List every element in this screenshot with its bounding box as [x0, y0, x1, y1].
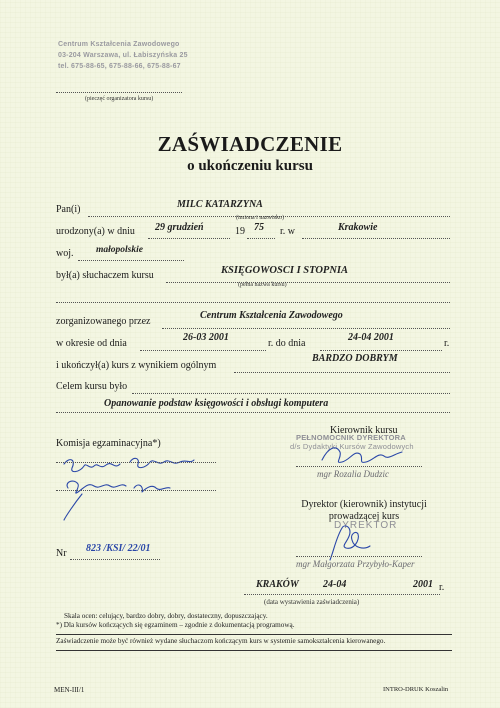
document-title: ZAŚWIADCZENIE	[157, 132, 343, 156]
course-line-2	[56, 302, 450, 303]
course-caption: (pełna nazwa kursu)	[238, 282, 287, 288]
voivodeship-label: woj.	[56, 248, 74, 259]
year-line	[247, 238, 275, 239]
commission-line-1	[56, 462, 216, 463]
note-scale: Skala ocen: celujący, bardzo dobry, dobry, dostateczny, dopuszczający.	[64, 612, 268, 620]
form-code: MEN-III/1	[54, 686, 85, 694]
born-line	[148, 238, 230, 239]
period-to-line	[320, 350, 442, 351]
name-value: MILC KATARZYNA	[177, 199, 263, 210]
goal-line-2	[56, 412, 450, 413]
result-line	[234, 372, 450, 373]
printer-name: INTRO-DRUK Koszalin	[383, 686, 449, 693]
manager-title: Kierownik kursu	[330, 425, 398, 436]
period-to: 24-04 2001	[348, 332, 394, 343]
birthplace: Krakowie	[338, 222, 378, 233]
participant-label: był(a) słuchaczem kursu	[56, 270, 154, 281]
stamp-dotted-line	[56, 92, 182, 93]
stamp-caption: (pieczęć organizatora kursu)	[85, 96, 154, 102]
issue-line	[244, 594, 440, 595]
year-value: 75	[254, 222, 264, 233]
voivodeship-line	[78, 260, 184, 261]
note-self-study: Zaświadczenie może być również wydane słuchaczom kończącym kurs w systemie samokształcenia kierowanego.	[56, 637, 386, 645]
number-value: 823 /KSI/ 22/01	[86, 543, 151, 554]
number-line	[70, 559, 160, 560]
manager-stamp-line2: d/s Dydaktyki Kursów Zawodowych	[290, 442, 414, 451]
organizer-line	[162, 328, 450, 329]
issue-date: 24-04	[323, 579, 347, 590]
number-label: Nr	[56, 548, 67, 559]
name-label: Pan(i)	[56, 204, 81, 215]
director-title-line1: Dyrektor (kierownik) instytucji	[301, 499, 427, 510]
period-to-label: r. do dnia	[268, 338, 306, 349]
result-value: BARDZO DOBRYM	[312, 353, 398, 364]
goal-label: Celem kursu było	[56, 381, 128, 392]
director-line	[296, 556, 422, 557]
issue-suffix: r.	[439, 582, 445, 593]
voivodeship-value: małopolskie	[96, 245, 143, 255]
issue-caption: (data wystawienia zaświadczenia)	[264, 598, 360, 606]
issue-place: KRAKÓW	[256, 579, 299, 590]
director-signature	[320, 520, 380, 564]
born-label: urodzony(a) w dniu	[56, 226, 135, 237]
commission-line-2	[56, 490, 216, 491]
manager-name: mgr Rozalia Dudzic	[317, 469, 389, 479]
organizer-value: Centrum Kształcenia Zawodowego	[200, 310, 343, 321]
birthplace-line	[302, 238, 450, 239]
document-subtitle: o ukończeniu kursu	[187, 158, 313, 174]
period-from-line	[140, 350, 266, 351]
goal-line	[132, 393, 450, 394]
note-exam: *) Dla kursów kończących się egzaminem – zgodnie z dokumentacją programową.	[56, 621, 295, 629]
period-label: w okresie od dnia	[56, 338, 127, 349]
name-caption: (imiona i nazwisko)	[236, 215, 284, 221]
notes-divider-bottom	[56, 650, 452, 651]
issue-year: 2001	[413, 579, 433, 590]
course-line	[166, 282, 450, 283]
organizer-stamp-line3: tel. 675-88-65, 675-88-66, 675-88-67	[58, 63, 181, 70]
year-prefix: 19	[235, 226, 245, 237]
born-date: 29 grudzień	[155, 222, 204, 233]
director-title-line2: prowadzącej kurs	[328, 511, 400, 522]
notes-divider-top	[56, 634, 452, 635]
goal-value: Opanowanie podstaw księgowości i obsługi komputera	[104, 398, 329, 409]
commission-label: Komisja egzaminacyjna*)	[56, 438, 161, 449]
organizer-stamp-line1: Centrum Kształcenia Zawodowego	[58, 41, 180, 48]
period-from: 26-03 2001	[183, 332, 229, 343]
manager-stamp-line1: PEŁNOMOCNIK DYREKTORA	[296, 433, 406, 442]
in-label: r. w	[280, 226, 295, 237]
organized-label: zorganizowanego przez	[56, 316, 151, 327]
director-stamp: DYREKTOR	[334, 520, 398, 531]
course-name: KSIĘGOWOSCI I STOPNIA	[221, 265, 349, 276]
period-end: r.	[444, 338, 450, 349]
organizer-stamp-line2: 03-204 Warszawa, ul. Łabiszyńska 25	[58, 52, 188, 59]
result-label: i ukończył(a) kurs z wynikiem ogólnym	[56, 360, 217, 371]
director-name: mgr Małgorzata Przybyło-Kaper	[296, 559, 415, 569]
manager-line	[296, 466, 422, 467]
